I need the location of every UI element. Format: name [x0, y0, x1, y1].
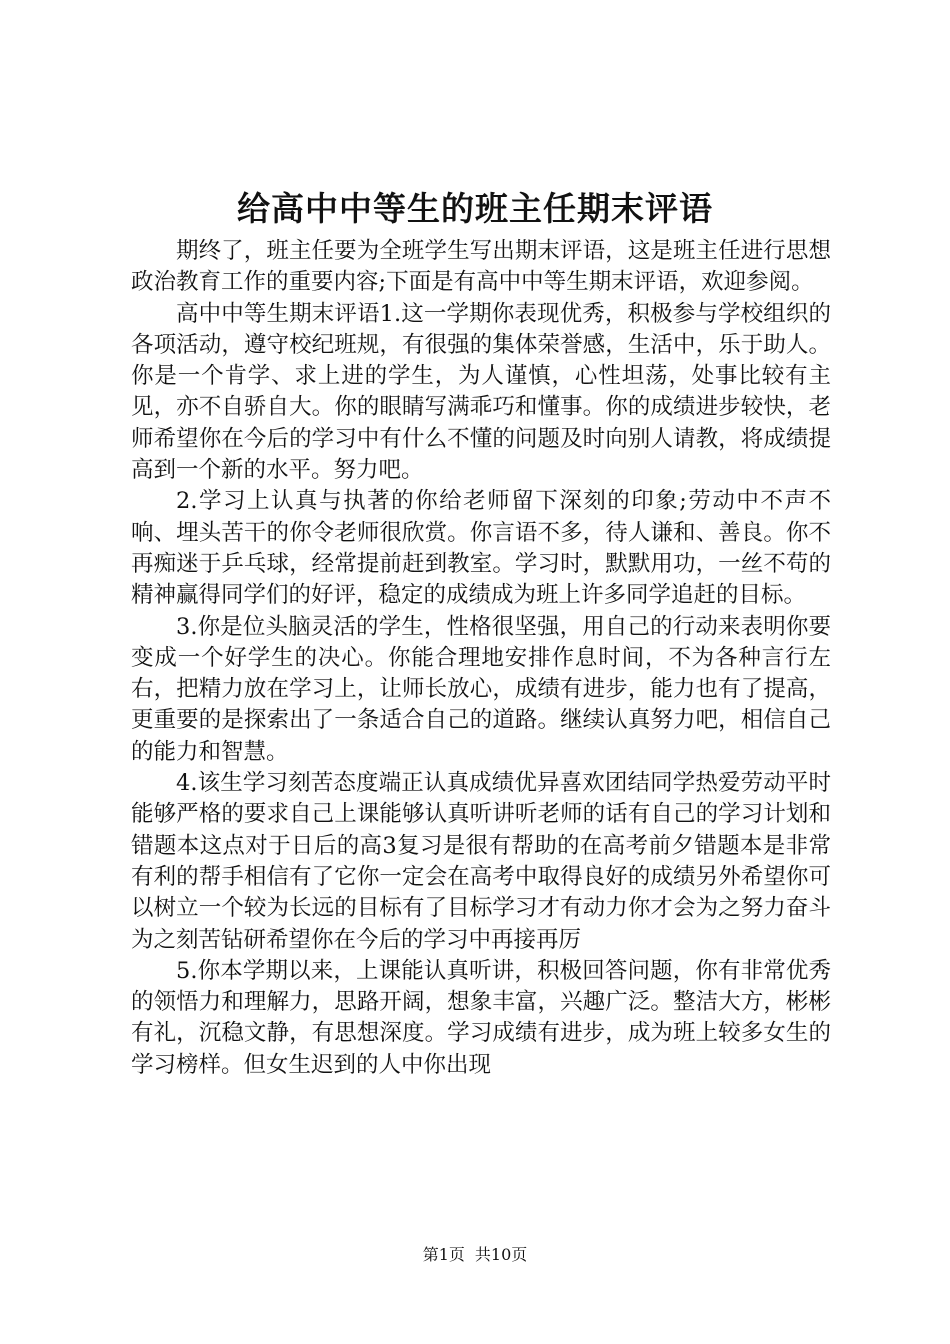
page-number: 第1页: [422, 1245, 465, 1264]
paragraph-comment-2: 2.学习上认真与执著的你给老师留下深刻的印象;劳动中不声不响、埋头苦干的你令老师很欣赏。你言语不多，待人谦和、善良。你不再痴迷于乒乓球，经常提前赶到教室。学习时，默默用功，一丝不苟的精神赢得同学们的好评，稳定的成绩成为班上许多同学追赶的目标。: [131, 488, 831, 609]
paragraph-comment-5: 5.你本学期以来，上课能认真听讲，积极回答问题，你有非常优秀的领悟力和理解力，思路开阔，想象丰富，兴趣广泛。整洁大方，彬彬有礼，沉稳文静，有思想深度。学习成绩有进步，成为班上较多女生的学习榜样。但女生迟到的人中你出现: [131, 957, 831, 1078]
paragraph-comment-4: 4.该生学习刻苦态度端正认真成绩优异喜欢团结同学热爱劳动平时能够严格的要求自己上课能够认真听讲听老师的话有自己的学习计划和错题本这点对于日后的高3复习是很有帮助的在高考前夕错题本是非常有利的帮手相信有了它你一定会在高考中取得良好的成绩另外希望你可以树立一个较为长远的目标有了目标学习才有动力你才会为之努力奋斗为之刻苦钻研希望你在今后的学习中再接再厉: [131, 770, 831, 953]
paragraph-intro: 期终了，班主任要为全班学生写出期末评语，这是班主任进行思想政治教育工作的重要内容;下面是有高中中等生期末评语，欢迎参阅。: [131, 238, 831, 296]
paragraph-comment-3: 3.你是位头脑灵活的学生，性格很坚强，用自己的行动来表明你要变成一个好学生的决心。你能合理地安排作息时间，不为各种言行左右，把精力放在学习上，让师长放心，成绩有进步，能力也有了提高，更重要的是探索出了一条适合自己的道路。继续认真努力吧，相信自己的能力和智慧。: [131, 613, 831, 765]
paragraph-comment-1: 高中中等生期末评语1.这一学期你表现优秀，积极参与学校组织的各项活动，遵守校纪班规，有很强的集体荣誉感，生活中，乐于助人。你是一个肯学、求上进的学生，为人谨慎，心性坦荡，处事比较有主见，亦不自骄自大。你的眼睛写满乖巧和懂事。你的成绩进步较快，老师希望你在今后的学习中有什么不懂的问题及时向别人请教，将成绩提高到一个新的水平。努力吧。: [131, 300, 831, 484]
document-title: 给高中中等生的班主任期末评语: [237, 189, 713, 228]
document-body: [131, 236, 831, 1081]
page-total: 共10页: [474, 1245, 528, 1264]
page-footer: [0, 1244, 950, 1266]
